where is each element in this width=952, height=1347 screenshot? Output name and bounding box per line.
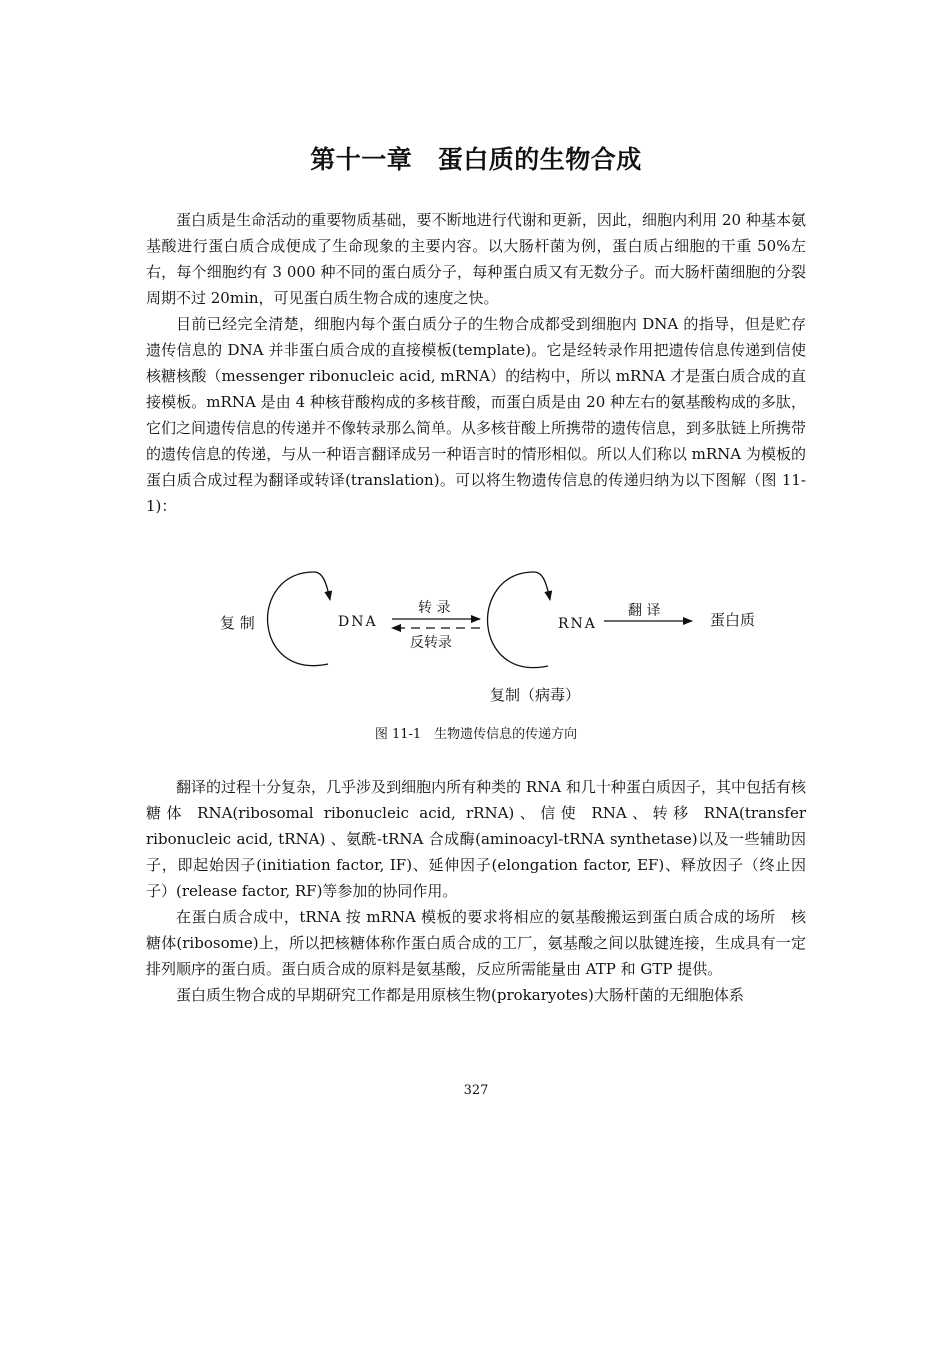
genetic-information-flow-diagram — [200, 560, 780, 710]
reverse-transcription-label: 反转录 — [410, 635, 452, 651]
paragraph: 翻译的过程十分复杂，几乎涉及到细胞内所有种类的 RNA 和几十种蛋白质因子，其中包括有核糖体 RNA(ribosomal ribonucleic acid, rRNA)、信使 RNA、转移 RNA(transfer ribonucleic acid, tRNA) 、氨酰-tRNA 合成酶(aminoacyl-tRNA synthetase)以及一些辅助因子，即起始因子(initiation factor, IF)、延伸因子(elongation factor, EF)、释放因子（终止因子）(release factor, RF)等参加的协同作用。 — [146, 778, 806, 900]
chapter-title: 第十一章 蛋白质的生物合成 — [310, 145, 642, 174]
paragraph: 蛋白质生物合成的早期研究工作都是用原核生物(prokaryotes)大肠杆菌的无细胞体系 — [176, 986, 744, 1004]
rna-label: RNA — [558, 616, 597, 632]
paragraph: 在蛋白质合成中，tRNA 按 mRNA 模板的要求将相应的氨基酸搬运到蛋白质合成的场所 核糖体(ribosome)上，所以把核糖体称作蛋白质合成的工厂，氨基酸之间以肽键连接，生成具有一定排列顺序的蛋白质。蛋白质合成的原料是氨基酸，反应所需能量由 ATP 和 GTP 提供。 — [146, 908, 806, 978]
paragraph: 目前已经完全清楚，细胞内每个蛋白质分子的生物合成都受到细胞内 DNA 的指导，但是贮存遗传信息的 DNA 并非蛋白质合成的直接模板(template)。它是经转录作用把遗传信息传递到信使核糖核酸（messenger ribonucleic acid, mRNA）的结构中，所以 mRNA 才是蛋白质合成的直接模板。mRNA 是由 4 种核苷酸构成的多核苷酸，而蛋白质是由 20 种左右的氨基酸构成的多肽，它们之间遗传信息的传递并不像转录那么简单。从多核苷酸上所携带的遗传信息，到多肽链上所携带的遗传信息的传递，与从一种语言翻译成另一种语言时的情形相似。所以人们称以 mRNA 为模板的蛋白质合成过程为翻译或转译(translation)。可以将生物遗传信息的传递归纳为以下图解（图 11-1)： — [146, 315, 807, 515]
diagram-canvas — [200, 560, 780, 710]
page-number: 327 — [463, 1083, 489, 1098]
dna-label: DNA — [338, 614, 378, 630]
translation-label: 翻 译 — [628, 603, 661, 619]
rna-replication-loop — [488, 572, 550, 668]
protein-label: 蛋白质 — [710, 611, 756, 629]
transcription-label: 转 录 — [418, 600, 451, 616]
translation-section — [146, 774, 806, 1008]
paragraph: 蛋白质是生命活动的重要物质基础，要不断地进行代谢和更新，因此，细胞内利用 20 种基本氨基酸进行蛋白质合成便成了生命现象的主要内容。以大肠杆菌为例，蛋白质占细胞的干重 50%左右，每个细胞约有 3 000 种不同的蛋白质分子，每种蛋白质又有无数分子。而大肠杆菌细胞的分裂周期不过 20min，可见蛋白质生物合成的速度之快。 — [146, 211, 806, 307]
replication-label: 复 制 — [220, 614, 255, 632]
dna-replication-loop — [268, 572, 330, 666]
viral-replication-label: 复制（病毒） — [490, 686, 581, 704]
intro-section — [146, 207, 806, 519]
figure-caption: 图 11-1 生物遗传信息的传递方向 — [374, 727, 578, 742]
